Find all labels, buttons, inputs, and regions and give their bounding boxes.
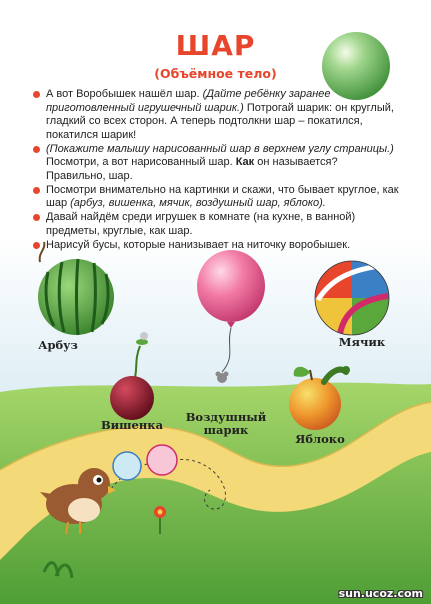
paragraph-1-rest: Потрогай шарик: он круглый, гладкий со всех сторон. А теперь подтолкни шар – покатился, покатился шарик! — [46, 101, 394, 141]
label-ball: Мячик — [338, 335, 386, 349]
label-cherry: Вишенка — [100, 418, 164, 432]
paragraph-3 — [28, 184, 400, 211]
instructions — [28, 88, 400, 253]
page-title: ШАР — [175, 29, 256, 62]
paragraph-2-part1: Посмотри, а вот нарисованный шар. — [46, 156, 236, 168]
page-subtitle: (Объёмное тело) — [154, 66, 277, 81]
paragraph-3-note: (арбуз, вишенка, мячик, воздушный шар, яблоко). — [70, 197, 326, 209]
paragraph-1-intro: А вот Воробышек нашёл шар. — [46, 88, 203, 100]
bead-blue — [113, 452, 141, 480]
label-watermelon: Арбуз — [38, 338, 78, 352]
paragraph-3-intro: Посмотри внимательно на картинки и скажи, что бывает круглое, как шар — [46, 183, 399, 209]
watermark-credit: sun.ucoz.com — [338, 587, 423, 600]
label-apple: Яблоко — [295, 432, 345, 446]
paragraph-2-bold: Как — [235, 156, 255, 168]
paragraph-1-note: (Дайте ребёнку заранее приготовленный игрушечный шарик.) — [46, 88, 331, 114]
paragraph-2-part2: он называется? Правильно, шар. — [46, 156, 338, 182]
paragraph-2-note: (Покажите малышу нарисованный шар в верхнем углу страницы.) — [46, 142, 394, 155]
paragraph-2 — [28, 143, 400, 184]
paragraph-4: Давай найдём среди игрушек в комнате (на кухне, в ванной) предметы, круглые, как шар. — [28, 211, 400, 238]
paragraph-5: Нарисуй бусы, которые нанизывает на ниточку воробышек. — [28, 239, 400, 253]
label-balloon-line1: Воздушный — [185, 410, 267, 424]
label-balloon-line2: шарик — [203, 423, 249, 437]
bead-pink — [147, 445, 177, 475]
paragraph-1 — [28, 88, 400, 142]
